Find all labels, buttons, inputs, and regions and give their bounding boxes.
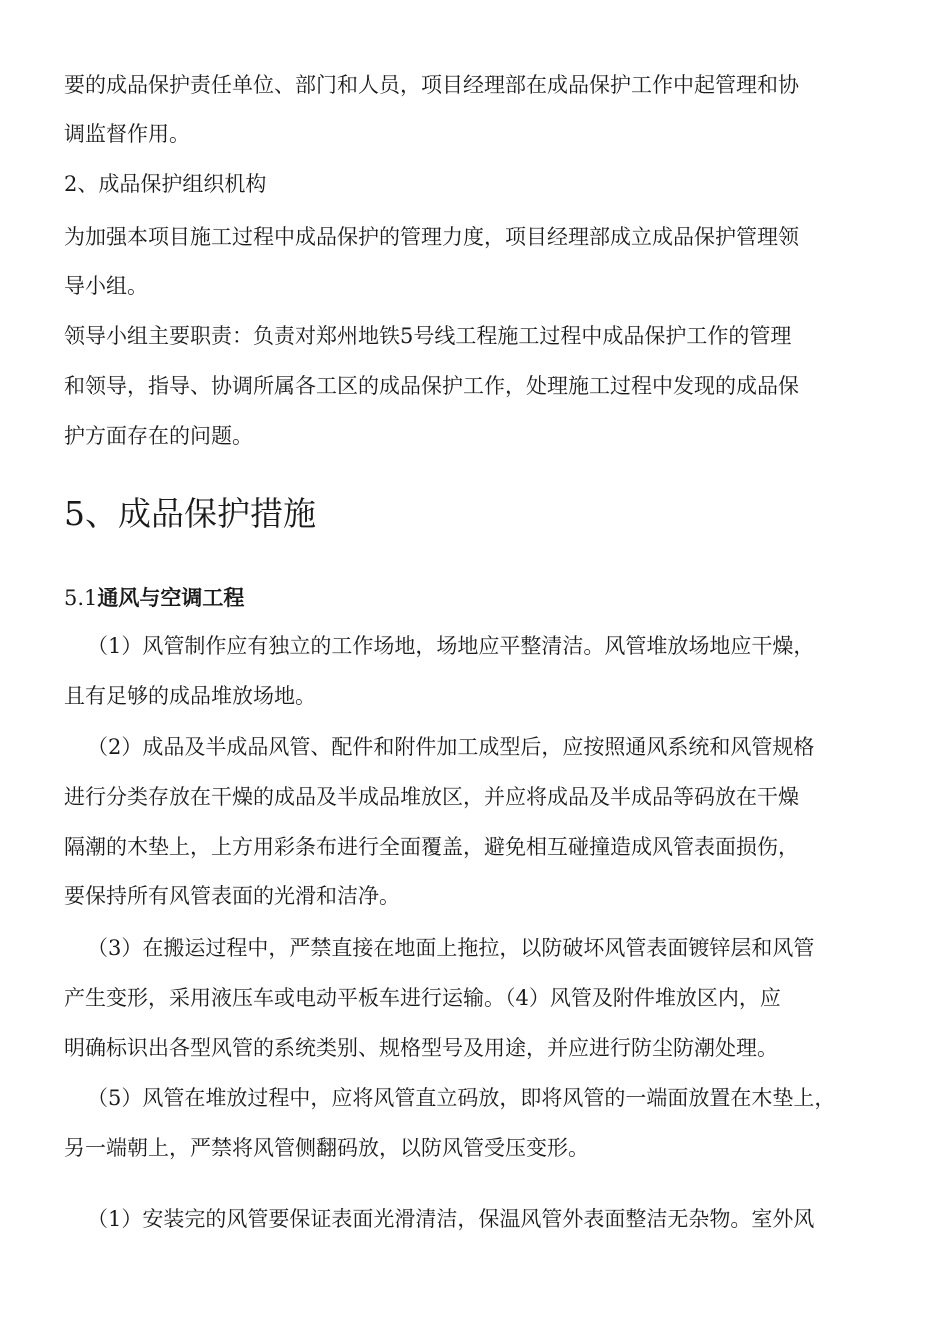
paragraph-line: 导小组。: [64, 274, 148, 298]
subsection-number: 5.1: [64, 586, 98, 610]
paragraph-line: 护方面存在的问题。: [64, 424, 253, 448]
section-item-title: 2、成品保护组织机构: [64, 172, 267, 196]
list-item-line: 要保持所有风管表面的光滑和洁净。: [64, 884, 400, 908]
list-item-line: （2）成品及半成品风管、配件和附件加工成型后，应按照通风系统和风管规格: [87, 735, 815, 759]
list-item-line: 且有足够的成品堆放场地。: [64, 684, 316, 708]
list-item-line: 产生变形，采用液压车或电动平板车进行运输。（4）风管及附件堆放区内，应: [64, 986, 781, 1010]
section-heading: 5、成品保护措施: [64, 494, 316, 533]
list-item-line: 明确标识出各型风管的系统类别、规格型号及用途，并应进行防尘防潮处理。: [64, 1036, 778, 1060]
paragraph-line: 要的成品保护责任单位、部门和人员，项目经理部在成品保护工作中起管理和协: [64, 73, 799, 97]
subsection-heading: [64, 585, 244, 611]
paragraph-line: 和领导，指导、协调所属各工区的成品保护工作，处理施工过程中发现的成品保: [64, 374, 799, 398]
list-item-line: （5）风管在堆放过程中，应将风管直立码放，即将风管的一端面放置在木垫上，: [87, 1086, 836, 1110]
subsection-title: 通风与空调工程: [97, 586, 245, 610]
list-item-line: 进行分类存放在干燥的成品及半成品堆放区，并应将成品及半成品等码放在干燥: [64, 785, 799, 809]
list-item-line: （1）风管制作应有独立的工作场地，场地应平整清洁。风管堆放场地应干燥，: [87, 634, 815, 658]
list-item-line: 隔潮的木垫上，上方用彩条布进行全面覆盖，避免相互碰撞造成风管表面损伤，: [64, 835, 799, 859]
list-item-line: （1）安装完的风管要保证表面光滑清洁，保温风管外表面整洁无杂物。室外风: [87, 1207, 815, 1231]
list-item-line: 另一端朝上，严禁将风管侧翻码放，以防风管受压变形。: [64, 1136, 589, 1160]
paragraph-line: 领导小组主要职责：负责对郑州地铁5号线工程施工过程中成品保护工作的管理: [64, 324, 792, 348]
paragraph-line: 为加强本项目施工过程中成品保护的管理力度，项目经理部成立成品保护管理领: [64, 225, 799, 249]
paragraph-line: 调监督作用。: [64, 122, 190, 146]
list-item-line: （3）在搬运过程中，严禁直接在地面上拖拉，以防破坏风管表面镀锌层和风管: [87, 936, 815, 960]
